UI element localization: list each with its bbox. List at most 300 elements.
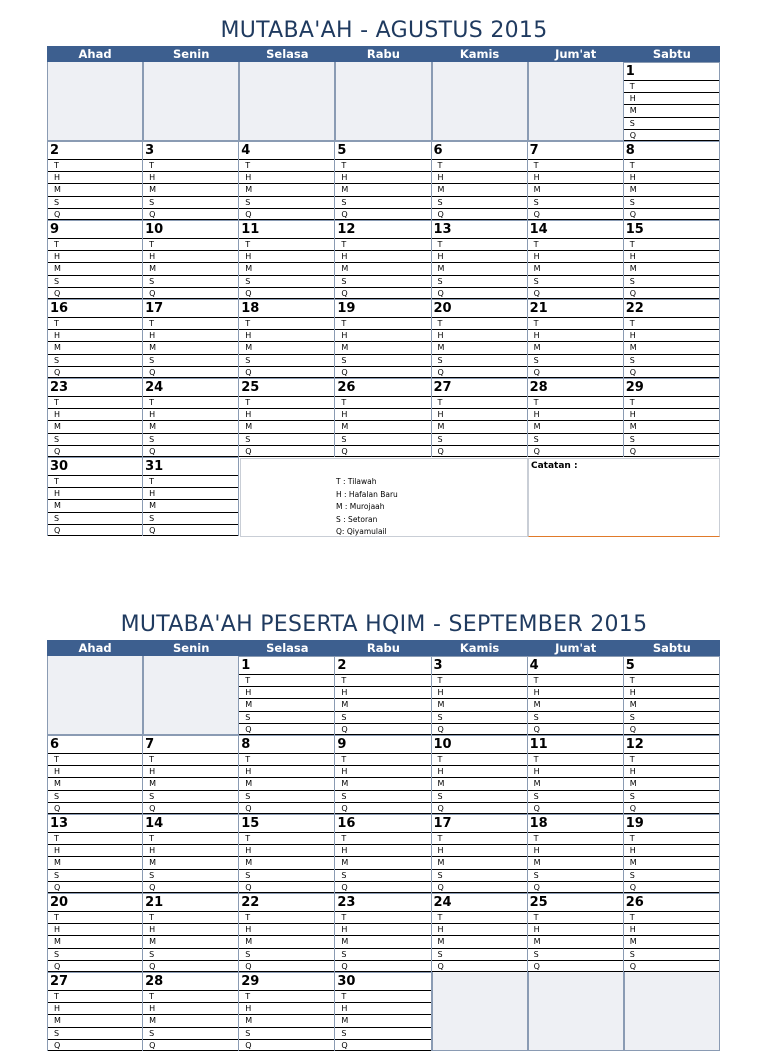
tracking-row[interactable]: H — [239, 844, 334, 856]
tracking-row[interactable]: M — [239, 1014, 334, 1026]
tracking-row[interactable]: T — [335, 832, 430, 844]
tracking-row[interactable]: Q — [432, 881, 527, 893]
tracking-row[interactable]: S — [335, 948, 430, 960]
tracking-row[interactable]: M — [143, 499, 238, 511]
tracking-row[interactable]: M — [528, 935, 623, 947]
tracking-row[interactable]: Q — [335, 287, 430, 299]
tracking-row[interactable]: Q — [335, 960, 430, 972]
tracking-row[interactable]: H — [432, 844, 527, 856]
tracking-row[interactable]: Q — [432, 208, 527, 220]
tracking-row[interactable]: M — [335, 262, 430, 274]
tracking-row[interactable]: S — [432, 711, 527, 723]
tracking-row[interactable]: M — [335, 341, 430, 353]
tracking-row[interactable]: T — [528, 911, 623, 923]
tracking-row[interactable]: M — [335, 777, 430, 789]
tracking-row[interactable]: H — [624, 686, 719, 698]
tracking-row[interactable]: H — [143, 171, 238, 183]
tracking-row[interactable]: M — [624, 698, 719, 710]
tracking-row[interactable]: M — [48, 499, 142, 511]
tracking-row[interactable]: H — [624, 250, 719, 262]
tracking-row[interactable]: Q — [335, 445, 430, 457]
tracking-row[interactable]: T — [335, 990, 430, 1002]
tracking-row[interactable]: Q — [528, 287, 623, 299]
tracking-row[interactable]: T — [48, 159, 142, 171]
tracking-row[interactable]: T — [239, 396, 334, 408]
tracking-row[interactable]: T — [624, 238, 719, 250]
tracking-row[interactable]: S — [143, 433, 238, 445]
tracking-row[interactable]: Q — [624, 445, 719, 457]
tracking-row[interactable]: S — [624, 948, 719, 960]
tracking-row[interactable]: H — [528, 408, 623, 420]
tracking-row[interactable]: S — [335, 433, 430, 445]
tracking-row[interactable]: H — [48, 765, 142, 777]
tracking-row[interactable]: M — [624, 420, 719, 432]
tracking-row[interactable]: S — [239, 790, 334, 802]
tracking-row[interactable]: Q — [48, 960, 142, 972]
tracking-row[interactable]: Q — [143, 287, 238, 299]
tracking-row[interactable]: T — [143, 159, 238, 171]
tracking-row[interactable]: Q — [528, 208, 623, 220]
tracking-row[interactable]: S — [432, 433, 527, 445]
tracking-row[interactable]: Q — [528, 960, 623, 972]
tracking-row[interactable]: Q — [335, 1039, 430, 1051]
tracking-row[interactable]: T — [143, 238, 238, 250]
tracking-row[interactable]: T — [624, 832, 719, 844]
tracking-row[interactable]: S — [432, 196, 527, 208]
tracking-row[interactable]: H — [432, 686, 527, 698]
tracking-row[interactable]: T — [48, 911, 142, 923]
tracking-row[interactable]: S — [624, 275, 719, 287]
tracking-row[interactable]: H — [239, 923, 334, 935]
tracking-row[interactable]: S — [239, 354, 334, 366]
tracking-row[interactable]: T — [624, 396, 719, 408]
tracking-row[interactable]: S — [528, 196, 623, 208]
tracking-row[interactable]: H — [48, 329, 142, 341]
tracking-row[interactable]: S — [624, 711, 719, 723]
tracking-row[interactable]: S — [143, 790, 238, 802]
tracking-row[interactable]: T — [335, 317, 430, 329]
tracking-row[interactable]: H — [143, 408, 238, 420]
tracking-row[interactable]: M — [335, 856, 430, 868]
tracking-row[interactable]: Q — [624, 287, 719, 299]
tracking-row[interactable]: T — [239, 317, 334, 329]
tracking-row[interactable]: H — [143, 844, 238, 856]
tracking-row[interactable]: H — [239, 1002, 334, 1014]
tracking-row[interactable]: Q — [143, 524, 238, 536]
tracking-row[interactable]: S — [143, 196, 238, 208]
tracking-row[interactable]: S — [335, 869, 430, 881]
tracking-row[interactable]: S — [48, 869, 142, 881]
tracking-row[interactable]: S — [528, 275, 623, 287]
tracking-row[interactable]: T — [48, 396, 142, 408]
tracking-row[interactable]: T — [528, 238, 623, 250]
tracking-row[interactable]: Q — [432, 802, 527, 814]
tracking-row[interactable]: T — [143, 475, 238, 487]
tracking-row[interactable]: T — [528, 396, 623, 408]
tracking-row[interactable]: M — [239, 341, 334, 353]
tracking-row[interactable]: Q — [335, 208, 430, 220]
tracking-row[interactable]: Q — [624, 960, 719, 972]
tracking-row[interactable]: H — [143, 923, 238, 935]
tracking-row[interactable]: S — [48, 790, 142, 802]
tracking-row[interactable]: T — [239, 159, 334, 171]
tracking-row[interactable]: Q — [48, 524, 142, 536]
tracking-row[interactable]: H — [143, 765, 238, 777]
tracking-row[interactable]: H — [48, 844, 142, 856]
tracking-row[interactable]: T — [143, 753, 238, 765]
tracking-row[interactable]: T — [335, 396, 430, 408]
tracking-row[interactable]: H — [143, 329, 238, 341]
tracking-row[interactable]: M — [335, 420, 430, 432]
tracking-row[interactable]: M — [624, 183, 719, 195]
tracking-row[interactable]: Q — [143, 960, 238, 972]
tracking-row[interactable]: H — [528, 765, 623, 777]
tracking-row[interactable]: H — [528, 250, 623, 262]
tracking-row[interactable]: M — [432, 777, 527, 789]
tracking-row[interactable]: S — [335, 1027, 430, 1039]
tracking-row[interactable]: Q — [432, 960, 527, 972]
tracking-row[interactable]: T — [432, 396, 527, 408]
tracking-row[interactable]: S — [239, 196, 334, 208]
tracking-row[interactable]: M — [624, 104, 719, 116]
tracking-row[interactable]: M — [239, 935, 334, 947]
tracking-row[interactable]: Q — [624, 208, 719, 220]
tracking-row[interactable]: S — [239, 711, 334, 723]
tracking-row[interactable]: H — [335, 765, 430, 777]
tracking-row[interactable]: Q — [239, 208, 334, 220]
tracking-row[interactable]: S — [624, 117, 719, 129]
tracking-row[interactable]: M — [624, 856, 719, 868]
tracking-row[interactable]: H — [624, 408, 719, 420]
tracking-row[interactable]: M — [48, 1014, 142, 1026]
tracking-row[interactable]: H — [528, 329, 623, 341]
tracking-row[interactable]: S — [143, 354, 238, 366]
tracking-row[interactable]: H — [432, 923, 527, 935]
tracking-row[interactable]: M — [432, 183, 527, 195]
tracking-row[interactable]: T — [432, 238, 527, 250]
tracking-row[interactable]: S — [528, 869, 623, 881]
tracking-row[interactable]: M — [239, 777, 334, 789]
tracking-row[interactable]: S — [48, 1027, 142, 1039]
tracking-row[interactable]: Q — [239, 287, 334, 299]
tracking-row[interactable]: M — [335, 1014, 430, 1026]
tracking-row[interactable]: T — [48, 475, 142, 487]
tracking-row[interactable]: T — [48, 238, 142, 250]
tracking-row[interactable]: M — [528, 856, 623, 868]
tracking-row[interactable]: T — [239, 674, 334, 686]
tracking-row[interactable]: Q — [432, 287, 527, 299]
tracking-row[interactable]: Q — [335, 802, 430, 814]
tracking-row[interactable]: T — [335, 753, 430, 765]
tracking-row[interactable]: T — [432, 674, 527, 686]
tracking-row[interactable]: S — [624, 354, 719, 366]
tracking-row[interactable]: S — [528, 790, 623, 802]
tracking-row[interactable]: M — [143, 183, 238, 195]
tracking-row[interactable]: H — [624, 765, 719, 777]
tracking-row[interactable]: S — [335, 196, 430, 208]
tracking-row[interactable]: T — [335, 238, 430, 250]
tracking-row[interactable]: S — [432, 790, 527, 802]
tracking-row[interactable]: T — [624, 80, 719, 92]
tracking-row[interactable]: S — [48, 433, 142, 445]
tracking-row[interactable]: M — [624, 935, 719, 947]
tracking-row[interactable]: M — [432, 262, 527, 274]
tracking-row[interactable]: T — [528, 317, 623, 329]
tracking-row[interactable]: S — [239, 948, 334, 960]
tracking-row[interactable]: S — [335, 354, 430, 366]
tracking-row[interactable]: Q — [48, 287, 142, 299]
tracking-row[interactable]: T — [624, 674, 719, 686]
tracking-row[interactable]: Q — [624, 129, 719, 141]
tracking-row[interactable]: S — [239, 1027, 334, 1039]
tracking-row[interactable]: S — [48, 196, 142, 208]
tracking-row[interactable]: M — [239, 856, 334, 868]
tracking-row[interactable]: M — [335, 183, 430, 195]
tracking-row[interactable]: Q — [624, 723, 719, 735]
tracking-row[interactable]: H — [239, 765, 334, 777]
tracking-row[interactable]: T — [335, 674, 430, 686]
tracking-row[interactable]: Q — [624, 881, 719, 893]
tracking-row[interactable]: S — [239, 869, 334, 881]
tracking-row[interactable]: T — [48, 317, 142, 329]
tracking-row[interactable]: H — [528, 171, 623, 183]
tracking-row[interactable]: H — [432, 408, 527, 420]
tracking-row[interactable]: Q — [239, 445, 334, 457]
tracking-row[interactable]: S — [528, 433, 623, 445]
tracking-row[interactable]: M — [528, 341, 623, 353]
tracking-row[interactable]: H — [528, 923, 623, 935]
tracking-row[interactable]: H — [432, 765, 527, 777]
tracking-row[interactable]: Q — [335, 366, 430, 378]
tracking-row[interactable]: M — [48, 183, 142, 195]
tracking-row[interactable]: T — [239, 832, 334, 844]
tracking-row[interactable]: Q — [528, 445, 623, 457]
tracking-row[interactable]: S — [239, 275, 334, 287]
tracking-row[interactable]: M — [48, 262, 142, 274]
tracking-row[interactable]: Q — [143, 881, 238, 893]
tracking-row[interactable]: H — [335, 1002, 430, 1014]
tracking-row[interactable]: Q — [48, 208, 142, 220]
tracking-row[interactable]: Q — [48, 1039, 142, 1051]
tracking-row[interactable]: T — [48, 832, 142, 844]
tracking-row[interactable]: M — [624, 262, 719, 274]
tracking-row[interactable]: H — [239, 250, 334, 262]
tracking-row[interactable]: S — [143, 948, 238, 960]
tracking-row[interactable]: T — [432, 832, 527, 844]
tracking-row[interactable]: T — [48, 753, 142, 765]
tracking-row[interactable]: Q — [624, 366, 719, 378]
tracking-row[interactable]: S — [432, 869, 527, 881]
tracking-row[interactable]: M — [143, 935, 238, 947]
tracking-row[interactable]: Q — [335, 881, 430, 893]
tracking-row[interactable]: Q — [239, 802, 334, 814]
tracking-row[interactable]: H — [335, 250, 430, 262]
tracking-row[interactable]: H — [624, 329, 719, 341]
tracking-row[interactable]: Q — [239, 960, 334, 972]
tracking-row[interactable]: S — [48, 354, 142, 366]
tracking-row[interactable]: T — [335, 911, 430, 923]
tracking-row[interactable]: S — [143, 869, 238, 881]
tracking-row[interactable]: S — [528, 948, 623, 960]
tracking-row[interactable]: H — [432, 329, 527, 341]
tracking-row[interactable]: M — [528, 777, 623, 789]
tracking-row[interactable]: Q — [624, 802, 719, 814]
tracking-row[interactable]: M — [48, 420, 142, 432]
tracking-row[interactable]: Q — [143, 1039, 238, 1051]
tracking-row[interactable]: M — [239, 262, 334, 274]
tracking-row[interactable]: M — [528, 183, 623, 195]
tracking-row[interactable]: H — [48, 1002, 142, 1014]
tracking-row[interactable]: S — [143, 512, 238, 524]
tracking-row[interactable]: S — [624, 869, 719, 881]
tracking-row[interactable]: M — [239, 698, 334, 710]
tracking-row[interactable]: S — [143, 1027, 238, 1039]
tracking-row[interactable]: T — [143, 832, 238, 844]
tracking-row[interactable]: H — [48, 171, 142, 183]
tracking-row[interactable]: Q — [528, 366, 623, 378]
tracking-row[interactable]: T — [239, 990, 334, 1002]
tracking-row[interactable]: S — [48, 948, 142, 960]
tracking-row[interactable]: S — [335, 275, 430, 287]
tracking-row[interactable]: M — [48, 341, 142, 353]
tracking-row[interactable]: M — [432, 420, 527, 432]
tracking-row[interactable]: H — [335, 171, 430, 183]
tracking-row[interactable]: S — [624, 433, 719, 445]
tracking-row[interactable]: Q — [528, 881, 623, 893]
tracking-row[interactable]: T — [143, 396, 238, 408]
tracking-row[interactable]: Q — [528, 723, 623, 735]
tracking-row[interactable]: H — [239, 171, 334, 183]
tracking-row[interactable]: M — [624, 777, 719, 789]
tracking-row[interactable]: T — [528, 674, 623, 686]
tracking-row[interactable]: Q — [48, 366, 142, 378]
tracking-row[interactable]: T — [143, 911, 238, 923]
tracking-row[interactable]: H — [432, 250, 527, 262]
tracking-row[interactable]: T — [432, 753, 527, 765]
tracking-row[interactable]: T — [239, 238, 334, 250]
tracking-row[interactable]: Q — [143, 208, 238, 220]
tracking-row[interactable]: S — [624, 196, 719, 208]
tracking-row[interactable]: T — [432, 317, 527, 329]
tracking-row[interactable]: H — [239, 408, 334, 420]
tracking-row[interactable]: Q — [239, 723, 334, 735]
tracking-row[interactable]: S — [624, 790, 719, 802]
tracking-row[interactable]: M — [432, 341, 527, 353]
tracking-row[interactable]: T — [528, 159, 623, 171]
tracking-row[interactable]: M — [143, 777, 238, 789]
tracking-row[interactable]: S — [432, 948, 527, 960]
tracking-row[interactable]: Q — [239, 1039, 334, 1051]
tracking-row[interactable]: T — [624, 159, 719, 171]
tracking-row[interactable]: H — [624, 171, 719, 183]
tracking-row[interactable]: T — [624, 753, 719, 765]
tracking-row[interactable]: M — [432, 698, 527, 710]
tracking-row[interactable]: M — [48, 935, 142, 947]
tracking-row[interactable]: Q — [143, 802, 238, 814]
tracking-row[interactable]: Q — [48, 445, 142, 457]
tracking-row[interactable]: S — [143, 275, 238, 287]
tracking-row[interactable]: Q — [432, 445, 527, 457]
tracking-row[interactable]: H — [143, 250, 238, 262]
tracking-row[interactable]: H — [432, 171, 527, 183]
tracking-row[interactable]: S — [335, 790, 430, 802]
tracking-row[interactable]: H — [624, 923, 719, 935]
tracking-row[interactable]: T — [432, 911, 527, 923]
tracking-row[interactable]: T — [143, 990, 238, 1002]
tracking-row[interactable]: Q — [143, 366, 238, 378]
tracking-row[interactable]: H — [48, 487, 142, 499]
tracking-row[interactable]: T — [48, 990, 142, 1002]
tracking-row[interactable]: H — [335, 923, 430, 935]
tracking-row[interactable]: M — [624, 341, 719, 353]
tracking-row[interactable]: M — [335, 698, 430, 710]
tracking-row[interactable]: H — [48, 923, 142, 935]
tracking-row[interactable]: M — [143, 262, 238, 274]
tracking-row[interactable]: Q — [143, 445, 238, 457]
tracking-row[interactable]: H — [239, 686, 334, 698]
tracking-row[interactable]: T — [624, 317, 719, 329]
tracking-row[interactable]: T — [624, 911, 719, 923]
tracking-row[interactable]: S — [528, 711, 623, 723]
tracking-row[interactable]: H — [335, 329, 430, 341]
tracking-row[interactable]: Q — [335, 723, 430, 735]
tracking-row[interactable]: M — [143, 341, 238, 353]
tracking-row[interactable]: S — [48, 275, 142, 287]
tracking-row[interactable]: T — [528, 832, 623, 844]
tracking-row[interactable]: S — [528, 354, 623, 366]
tracking-row[interactable]: T — [335, 159, 430, 171]
tracking-row[interactable]: M — [528, 262, 623, 274]
tracking-row[interactable]: H — [335, 408, 430, 420]
tracking-row[interactable]: T — [528, 753, 623, 765]
tracking-row[interactable]: M — [528, 420, 623, 432]
tracking-row[interactable]: Q — [239, 881, 334, 893]
tracking-row[interactable]: H — [48, 408, 142, 420]
tracking-row[interactable]: S — [432, 354, 527, 366]
tracking-row[interactable]: H — [239, 329, 334, 341]
tracking-row[interactable]: H — [624, 844, 719, 856]
tracking-row[interactable]: H — [48, 250, 142, 262]
tracking-row[interactable]: M — [528, 698, 623, 710]
tracking-row[interactable]: M — [335, 935, 430, 947]
tracking-row[interactable]: H — [335, 844, 430, 856]
tracking-row[interactable]: M — [239, 420, 334, 432]
tracking-row[interactable]: S — [239, 433, 334, 445]
tracking-row[interactable]: Q — [239, 366, 334, 378]
tracking-row[interactable]: M — [143, 420, 238, 432]
tracking-row[interactable]: M — [143, 1014, 238, 1026]
tracking-row[interactable]: M — [239, 183, 334, 195]
tracking-row[interactable]: Q — [48, 881, 142, 893]
tracking-row[interactable]: S — [432, 275, 527, 287]
tracking-row[interactable]: H — [528, 844, 623, 856]
tracking-row[interactable]: M — [143, 856, 238, 868]
tracking-row[interactable]: S — [48, 512, 142, 524]
tracking-row[interactable]: T — [143, 317, 238, 329]
tracking-row[interactable]: Q — [432, 723, 527, 735]
tracking-row[interactable]: H — [143, 1002, 238, 1014]
tracking-row[interactable]: T — [432, 159, 527, 171]
tracking-row[interactable]: M — [48, 777, 142, 789]
tracking-row[interactable]: Q — [48, 802, 142, 814]
tracking-row[interactable]: M — [432, 935, 527, 947]
tracking-row[interactable]: H — [335, 686, 430, 698]
tracking-row[interactable]: Q — [432, 366, 527, 378]
tracking-row[interactable]: H — [143, 487, 238, 499]
tracking-row[interactable]: S — [335, 711, 430, 723]
tracking-row[interactable]: H — [624, 92, 719, 104]
tracking-row[interactable]: T — [239, 753, 334, 765]
